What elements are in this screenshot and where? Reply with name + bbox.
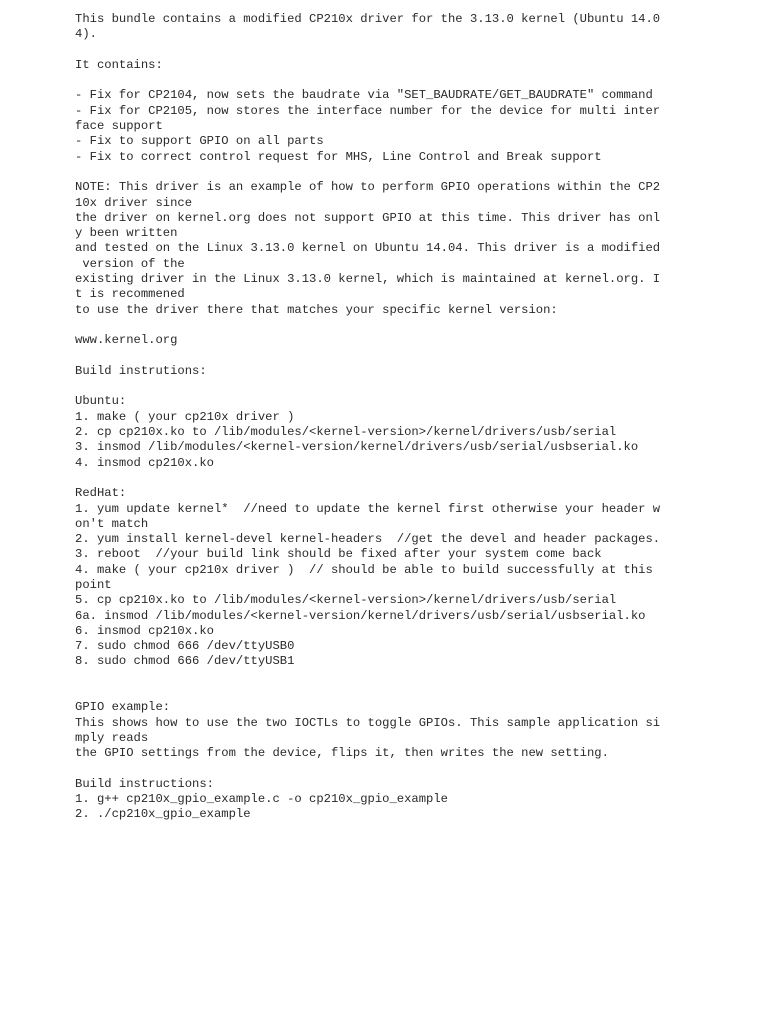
text-line: the driver on kernel.org does not support GPIO at this time. This driver has onl (75, 210, 661, 225)
text-line: 5. cp cp210x.ko to /lib/modules/<kernel-version>/kernel/drivers/usb/serial (75, 593, 617, 608)
text-line: 3. reboot //your build link should be fixed after your system come back (75, 547, 602, 562)
text-line: 1. yum update kernel* //need to update the kernel first otherwise your header w (75, 501, 661, 516)
text-line (75, 165, 695, 180)
text-line: - Fix to correct control request for MHS, Line Control and Break support (75, 149, 602, 164)
text-line: It contains: (75, 57, 163, 72)
text-line: This bundle contains a modified CP210x driver for the 3.13.0 kernel (Ubuntu 14.0 (75, 12, 661, 26)
text-line: - Fix for CP2104, now sets the baudrate via "SET_BAUDRATE/GET_BAUDRATE" command (75, 88, 653, 103)
text-line: the GPIO settings from the device, flips it, then writes the new setting. (75, 746, 609, 761)
text-line: existing driver in the Linux 3.13.0 kernel, which is maintained at kernel.org. I (75, 272, 661, 287)
text-line (75, 43, 695, 58)
text-line (75, 73, 695, 88)
text-line: face support (75, 119, 163, 134)
text-line: point (75, 577, 112, 592)
text-line: Ubuntu: (75, 394, 127, 409)
text-line: 4. make ( your cp210x driver ) // should be able to build successfully at this (75, 562, 653, 577)
text-line: 10x driver since (75, 195, 193, 210)
text-line: 6. insmod cp210x.ko (75, 623, 214, 638)
text-line: 7. sudo chmod 666 /dev/ttyUSB0 (75, 639, 295, 654)
text-line: 1. g++ cp210x_gpio_example.c -o cp210x_gpio_example (75, 792, 448, 807)
text-line: 8. sudo chmod 666 /dev/ttyUSB1 (75, 654, 295, 669)
document-body (75, 12, 695, 838)
text-line: 4). (75, 27, 97, 42)
text-line (75, 685, 695, 700)
text-line (75, 670, 695, 685)
text-line (75, 471, 695, 486)
text-line (75, 318, 695, 333)
text-line: 2. yum install kernel-devel kernel-headers //get the devel and header packages. (75, 532, 661, 547)
text-line: 2. cp cp210x.ko to /lib/modules/<kernel-version>/kernel/drivers/usb/serial (75, 425, 617, 440)
text-line: - Fix for CP2105, now stores the interface number for the device for multi inter (75, 103, 661, 118)
text-line: GPIO example: (75, 700, 171, 715)
text-line: 3. insmod /lib/modules/<kernel-version/kernel/drivers/usb/serial/usbserial.ko (75, 440, 639, 455)
text-line (75, 762, 695, 777)
text-line: and tested on the Linux 3.13.0 kernel on Ubuntu 14.04. This driver is a modified (75, 241, 661, 256)
text-line: 1. make ( your cp210x driver ) (75, 409, 295, 424)
text-line: - Fix to support GPIO on all parts (75, 134, 324, 149)
text-line: NOTE: This driver is an example of how to perform GPIO operations within the CP2 (75, 180, 661, 195)
text-line: 6a. insmod /lib/modules/<kernel-version/kernel/drivers/usb/serial/usbserial.ko (75, 608, 646, 623)
text-line (75, 349, 695, 364)
text-line: to use the driver there that matches your specific kernel version: (75, 302, 558, 317)
text-line: This shows how to use the two IOCTLs to toggle GPIOs. This sample application si (75, 715, 661, 730)
text-line: Build instrutions: (75, 363, 207, 378)
text-line (75, 823, 695, 838)
text-line: t is recommened (75, 287, 185, 302)
text-line: 4. insmod cp210x.ko (75, 455, 214, 470)
text-line: y been written (75, 226, 178, 241)
text-line: version of the (75, 256, 185, 271)
text-line (75, 379, 695, 394)
text-line: RedHat: (75, 486, 127, 501)
text-line: 2. ./cp210x_gpio_example (75, 807, 251, 822)
text-line: Build instructions: (75, 776, 214, 791)
text-line: www.kernel.org (75, 333, 178, 348)
text-line: mply reads (75, 730, 149, 745)
text-line: on't match (75, 516, 149, 531)
